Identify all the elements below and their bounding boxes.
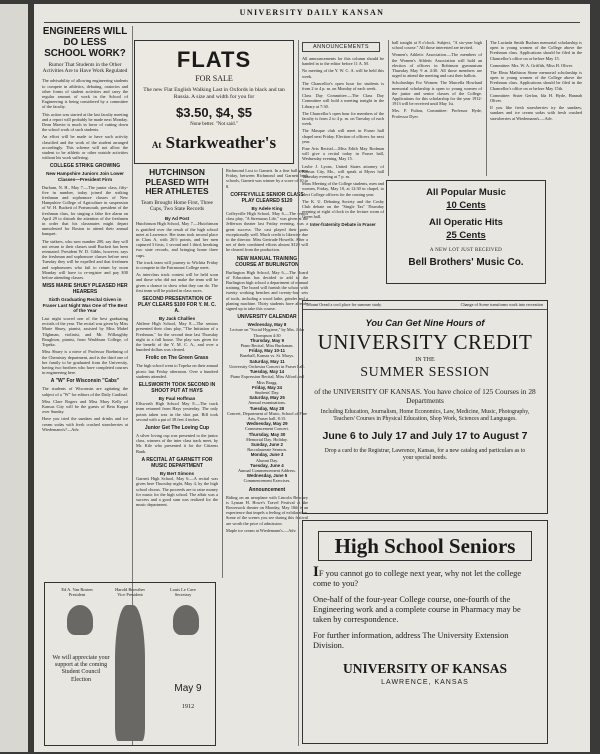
announcement-body: Riding on an aeroplane with Lincoln Beachey is Lyman H. Howe's Travel Festival at the Bowersock theater on Monday, May 10th is an experience that impels a feeling of exhilaration. Some of the scenes you see during this festival are worth the price of admission. [226,494,308,526]
calendar-event: Alumni Day. [255,457,279,463]
credit-offer: of the UNIVERSITY OF KANSAS. You have choice of 125 Courses in 28 Departments [314,387,536,405]
hutchinson-para-2: The track team will journey to Wichita Friday to compete in the Fairmount College meet. [136,259,218,271]
calendar-day: Tuesday, May 28 [249,405,285,411]
engineers-para-2: This action was started at the last faculty meeting and a report will probably be made next Monday. Dean Marvin is much in favor of cutting down the school work of such students. [42,111,128,133]
maple-ad: Maple ice cream at Wiedemann's.—Adv. [226,527,297,533]
calendar-event: Lecture on "Social Hygiene," by Mrs. John Thompson 4:30 [229,327,305,338]
ann2-item: Women's Athletic Association.—The members of the Women's Athletic Association will hold an election of officers in Robinson gymnasium Thursday May 9 at 4:30. All those members are urged to attend the meeting and cast their ballots. [392,52,482,79]
column-rule-2 [222,168,223,578]
engineers-kicker: Rumor That Students in the Other Activities Are to Have Work Regulated [42,62,128,75]
calendar-event: Piano Recital, Miss Buchanan. [240,343,294,349]
engineers-para-1: The advisability of allowing engineering students to compete in athletics, debating, oratorios and other forms of student activities and carry the regular amount of work in the School of Engineering is being considered by a committee of the faculty. [42,78,128,110]
column-3 [226,168,308,748]
calendar-day: Monday, June 3 [250,452,284,458]
seniors-p3: For further information, address The University Extension Division. [313,631,509,650]
abilene-headline: SECOND PRESENTATION OF PLAY CLEARS $100 FOR Y. M. C. A. [138,296,216,315]
calendar-day: Wednesday, May 29 [246,421,288,427]
credit-contact: Drop a card to the Registrar, Lawrence, Kansas, for a new catalog and particulars as to your special needs. [324,447,526,462]
calendar-day: Tuesday, June 4 [250,462,284,468]
flats-subtitle: FOR SALE [195,74,233,83]
ann2-item: If you like fresh strawberries try the sundaes, sundaes and ice cream sodas with fresh crushed strawberries at Wiedemann's.—Adv. [490,105,582,121]
flats-prices: $3.50, $4, $5 [176,105,252,120]
hutchinson-kicker: Team Brought Home First, Three Cups, Two State Records [141,199,213,212]
engineers-para-3: An effort will be made to have such activity classified and the work of the student arranged accordingly. This scheme will not allow the student to be athletic or other outside activities without his work suffering. [42,134,128,161]
calendar-headline: UNIVERSITY CALENDAR [237,314,297,321]
calendar-event: Baseball, Kansas vs. St. Marys. [239,353,295,359]
engineers-headline: ENGINEERS WILL DO LESS SCHOOL WORK? [42,26,128,59]
strike-headline: COLLEGE STRIKE GROWING [49,163,121,170]
ellsworth-byline: By Paul Hoffman [158,396,196,402]
credit-subjects: Including Education, Journalism, Home Economics, Law, Medicine, Music, Photography, Teachers' Courses in Physical Education, Shop Work, Sciences and Languages. [320,409,530,423]
music-line-2: All Operatic Hits [429,217,503,228]
election-year: 1912 [181,703,195,710]
announce-item: Inter-fraternity Debate in Fraser [310,221,376,227]
strike-para-2: The strikers, who now number 200, say they will not return to their classes until Buckett has been reinstated. President W. D. Gibbs, however, says the freshman and sophomore classes before next Tuesday they will be expelled and that freshmen and sophomores who fail to return by noon Monday will have to re-register and pay $30 before attending classes. [42,238,128,281]
adjacent-page-edge [0,4,28,752]
calendar-list [226,322,308,483]
column-5 [392,40,482,178]
garnett-recital-body: Garnett High School, May 6.—A recital was given here Thursday night, May 4, by the high school chorus. The proceeds are to raise money for music for the high school. The affair was a success and a good sum was realized for the music department. [136,476,218,508]
election-date: May 9 [174,683,202,694]
election-ad [44,582,216,746]
calendar-event: Memorial Day. Holiday. [246,436,288,442]
ann2-item: Mrs. F. Fulton, Committee: Professor Hyde, Professor Dyer. [392,108,482,119]
calendar-event: Commencement Concert. [245,426,289,432]
hutchinson-byline: By Ad Post [164,216,190,222]
hutchinson-para-1: Hutchinson High School, May 7.—Hutchinson is gratified over the result of the high school meet at Lawrence. Her team took second place in Class A, with 26½ points, and her men captured 3 firsts, 1 second and 1 third, breaking two state records, and bringing home three cups. [136,221,218,258]
calendar-day: Thursday, May 9 [249,337,285,343]
column-4 [302,56,384,292]
manual-headline: NEW MANUAL TRAINING COURSE AT BURLINGTON [235,255,299,268]
abilene-byline: By Jack Challies [158,316,196,322]
flats-store [135,133,293,153]
election-pitch: We will appreciate your support at the coming Student Council Election [52,655,110,683]
flats-ad [134,40,294,164]
flats-desc: The new Flat English Walking Last in Oxfords in black and tan Russia. A size and width for you for [143,87,285,100]
calendar-event: Annual Commencement Address. [238,467,296,473]
credit-session: SUMMER SESSION [360,365,490,380]
wisconsin-tail-2: Have you tried the sundaes and drinks and ice cream sodas with fresh crushed strawberries at Wiedemann's?—Adv. [42,416,128,432]
announcements-title: ANNOUNCEMENTS [302,42,380,52]
ellsworth-body: Ellsworth High School May 8.—The track team returned from Hays yesterday. The only points taken was in the shot put. Bill took second with a put of 38 feet 4 inches. [136,401,218,422]
flats-title: FLATS [176,47,252,72]
announce-item: Fine Arts Recital.—Miss Edith May Rodman will give a recital today in Fraser hall, Wednesday evening, May 15. [302,146,384,162]
candidate-full-photo [115,605,145,741]
credit-strip [303,301,547,310]
candidate-vice-president: Harold Browther Vice President [115,587,145,598]
calendar-day: Wednesday, June 5 [246,473,288,479]
announce-item: The Chancellor's open hour for students is from 2 to 4 p. m. on Monday of each week. [302,80,384,92]
recital-para-1: Last night scored one of the best graduating recitals of the year. The recital was given by Miss Marie Shuey, pianist, assisted by Miss Mabel Tilghman, violinist, and Mr. Willoughby Boughton, pianist, from Washburn College, of Topeka. [42,316,128,348]
candidate-photo [173,605,199,635]
seniors-city: LAWRENCE, KANSAS [381,679,469,686]
credit-strip-right: Change of Scene transforms work into recreation [460,302,543,307]
calendar-event: Commencement Exercises. [243,478,291,484]
announce-item: All announcements for this column should be handed in to the editor before 11 A. M. [302,56,384,67]
manual-body: Burlington High School, May 6.—The Board of Education has decided to add to the Burlington high school a department of manual training. The board will furnish the school with twenty working benches and twenty-four sets of tools, including a wood lathe, grinder and a planing machine. Thirty students have already signed up to take this course. [226,269,308,312]
richmond-item: Richmond Lost to Garnett. In a fine ball game Friday, between Richmond and Garnett high schools, Garnett was winner by a score of 10 to 8. [226,168,308,189]
flats-store-name: Starkweather's [165,133,277,152]
calendar-event: Students' Day. [254,389,280,395]
recital-subhead: Sixth Graduating Recital Given in Fraser Last Night Was One of The Best of the Year [42,297,128,314]
calendar-day: Tuesday, May 14 [249,369,285,375]
coffeyville-headline: COFFEYVILLE SENIOR CLASS PLAY CLEARED $120 [230,191,304,204]
masthead-rule [44,22,580,23]
music-line-1: All Popular Music [426,187,506,198]
calendar-event: University Orchestra Concert in Fraser hall. [229,363,305,369]
column-rule-5 [486,40,487,176]
masthead: UNIVERSITY DAILY KANSAN [239,8,385,17]
newspaper-page [34,4,590,752]
ann2-item: The Elma Mathison Stone memorial scholarship is open to young women of the College above the Freshman class. Applications should be filed in the Chancellor's office on or before May 15th. [490,70,582,91]
ellsworth-headline: ELLSWORTH TOOK SECOND IN SHOOT PUT AT HAYS [138,382,216,395]
announce-item: Leslie J. Lyons, United States attorney of Kansas City, Mo., will speak at Myers hall Thursday evening at 7 p. m. [302,163,384,180]
calendar-day: Friday, May 24 [252,384,282,390]
ann2-item: The Lucinda Smith Buchan memorial scholarship is open to young women of the College above the Freshman class. Applications should be filed in the Chancellor's office on or before May 15. [490,40,582,61]
calendar-day: Thursday, May 30 [248,431,286,437]
frolic-body: The high school went to Topeka on their annual picnic last Friday afternoon. Over a hundred students attended. [136,363,218,379]
candidate-president: Ed A. Van Rosten President [61,587,93,598]
announce-item: The Chancellor's open hour for members of the faculty is from 2 to 4 p. m. on Tuesday of each week. [302,110,384,127]
strike-para-1: Durham, N. H., May 7.—The junior class, fifty-five in number, today joined the striking freshman and sophomore classes of New Hampshire College of Agriculture in suspension of W. H. Buckett of Portsmouth, president of the freshman class, for singing a false fire alarm on April 29 to disturb the attention of the freshmen in order that his classmates might depart unmolested for Boston to attend their annual banquet. [42,184,128,237]
credit-dates: June 6 to July 17 and July 17 to August 7 [322,429,528,442]
music-price-2: 25 Cents [446,230,486,241]
seniors-title: High School Seniors [318,531,532,561]
candidate-photo [67,605,93,635]
announce-item: No meeting of the Y. W. C. A. will be held this week. [302,68,384,79]
hutchinson-para-3: As interclass track contest will be held soon and those who did not make the team will be given a chance to show what they can do. The first team will be picked in class races. [136,272,218,293]
calendar-event: Baccalaureate Sermon. [247,447,287,453]
wisconsin-headline: A "W" For Wisconsin "Cabs" [50,378,120,385]
credit-title: UNIVERSITY CREDIT [317,330,533,354]
credit-in-the: IN THE [415,357,435,363]
flats-note: None better. "Not said." [190,122,238,127]
column-1 [42,26,128,576]
wisconsin-body: The students of Wisconsin are agitating the subject of a "W" for editors of the Daily Cardinal. [42,386,128,397]
ann2-item: Committee: Mrs. W. A. Griffith, Miss H. Oliver. [490,62,573,68]
frolic-headline: Frolic on The Green Grass [145,355,209,362]
credit-strip-left: Mount Oread a cool place for summer study. [307,302,382,307]
calendar-day: Saturday, May 25 [249,395,285,401]
calendar-day: Wednesday, May 8 [247,322,287,328]
garnett-recital-byline: By Bert Simons [159,470,195,476]
candidate-names [45,583,215,598]
flats-store-at: At [151,140,162,150]
column-6 [490,40,582,178]
ann2-item: Committee: Sister Gerlon, Ida H. Hyde, Hannah Oliver. [490,92,582,104]
column-rule-3 [298,40,299,746]
recital-para-2: Miss Shuey is a niece of Professor Boehning of the Chemistry department, and is the third one of her family to be graduated from the University, having two brothers who have completed courses in engineering here. [42,349,128,376]
column-rule-4 [388,40,389,176]
music-company: Bell Brothers' Music Co. [408,257,524,268]
loving-cup-body: A silver loving cup was presented to the junior class, winners of the inter class track meet, by Mr. Kile who presented it for the Citizens Bank. [136,433,218,454]
announce-item: The Masque club will meet in Fraser hall chapel next Friday. Election of officers for next year. [302,128,384,144]
seniors-p2: One-half of the four-year College course, one-fourth of the Engineering work and a complete course in Pharmacy may be taken by correspondence. [313,595,521,624]
music-ad [386,180,546,284]
music-note: A NEW LOT JUST RECEIVED [429,248,503,253]
candidate-secretary: Louis Le Cave Secretary [170,587,196,598]
calendar-event: Annual examinations. [248,400,286,406]
calendar-day: Saturday, May 11 [249,358,285,364]
ann2-item: ball tonight at 8 o'clock. Subject, "A six-year high school course." All those interested are invited. [392,40,482,51]
calendar-day: Friday, May 10-11 [248,348,286,354]
music-price-1: 10 Cents [446,200,486,211]
credit-lead: You Can Get Nine Hours of [365,318,485,328]
seniors-university: UNIVERSITY OF KANSAS [342,661,508,676]
coffeyville-body: Coffeyville High School, May 6.—The senior class play, "A Strenuous Life," was given at the Jefferson theater last Friday evening, was a great success. The cast played their parts exceptionally well. Much credit is likewise due to the director. Miss Gertrude Howells. After a net of their combined efforts almost $120 will be cleared from the production. [226,211,308,253]
column-2 [136,168,218,578]
garnett-recital-headline: A RECITAL AT GARNETT FOR MUSIC DEPARTMENT [141,456,213,469]
strike-subhead: New Hampshire Juniors Join Lower Classes—President Firm [46,171,124,183]
abilene-body: Abilene High School, May 8.—The seniors presented their class play, "The Initiation of a Freshman," for the second time last Thursday night to a full house. The play was given for the benefit of the Y. M. C. A., and over a hundred dollars was cleared. [136,321,218,353]
coffeyville-byline: By Adele King [251,205,283,211]
ann2-item: Scholarships For Women: The Marcella Howland memorial scholarship is open to young women of the junior and senior classes of the College. Applications for this scholarship for the year 1912-1913 will be received until May 1st. [392,80,482,107]
announce-item: The K. U. Debating Society and the Cosby Club debate on the "Single Tax" Thursday evening at eight o'clock in the lecture room of Green hall. [302,198,384,220]
university-credit-ad [302,300,548,514]
announce-item: Mass Meeting of the College students, men and women, Friday, May 10, at 12:30 in chapel, to elect College officers for the coming year. [302,181,384,197]
loving-cup-headline: Junior Get The Loving Cup [144,425,210,432]
calendar-event: Piano Expression Recital, Miss Alford and Miss Bragg. [230,374,304,385]
announce-item: Class Day Committee.—The Class Day Committee will hold a meeting tonight in the Library at 7:30. [302,93,384,109]
seniors-dropcap: I [313,564,319,580]
seniors-ad [302,520,548,744]
calendar-event: Concert, Department of Music, School of Fine Arts, Fraser hall, 8:15. [227,410,307,421]
seniors-intro [313,564,537,589]
recital-headline: MISS MARIE SHUEY PLEASED HER HEARERS [42,283,128,296]
calendar-day: Sunday, June 2 [251,441,283,447]
wisconsin-tail: Miss Clare Rogers and Miss Mary Kelly of Kansas City will be the guests of Beta Kappa over Sunday. [42,398,128,415]
hutchinson-headline: HUTCHINSON PLEASED WITH HER ATHLETES [145,168,209,197]
seniors-p1: F you cannot go to college next year, why not let the college come to you? [313,569,522,588]
announcement-headline: Announcement [248,486,286,493]
